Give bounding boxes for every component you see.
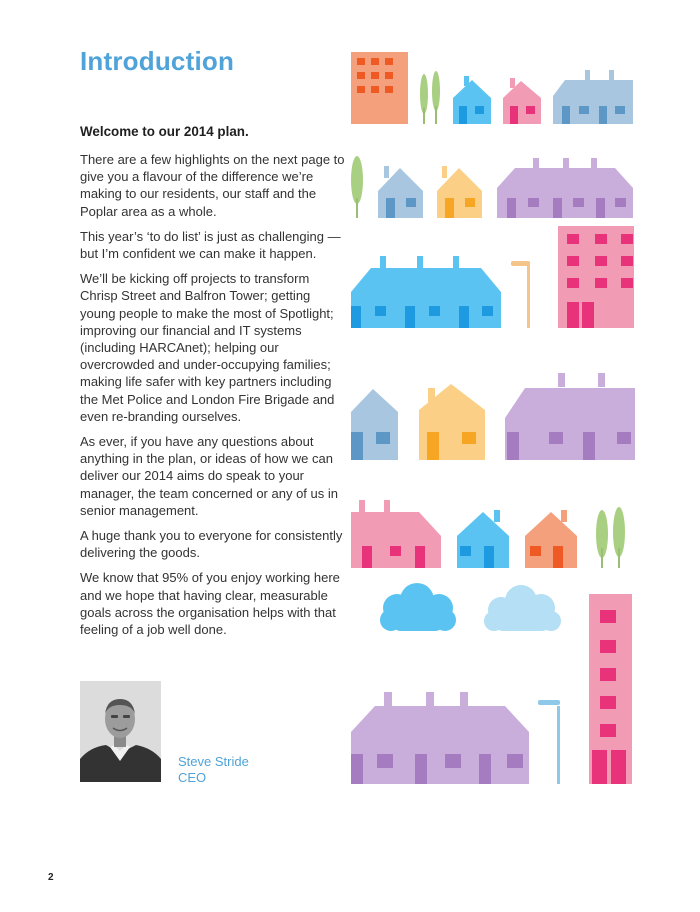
paragraph-goals: We know that 95% of you enjoy working here and we hope that having clear, measurable goals across the organisation helps with that feeling of a job well done. xyxy=(80,570,340,638)
yellow-cottage xyxy=(437,166,482,218)
yellow-cottage-lower xyxy=(419,384,485,460)
paragraph-thank-you: A huge thank you to everyone for consistently delivering the goods. xyxy=(80,528,343,561)
tree-pair-top xyxy=(420,71,440,124)
signature-name: Steve Stride xyxy=(178,754,249,769)
paragraph-projects: We’ll be kicking off projects to transform Chrisp Street and Balfron Tower; getting young people to make the most of Spotlight; improving our financial and IT systems (including HARCAnet); helping our overcrowded and under-occupying families; making life safer with key partners including the Met Police and London Fire Brigade and even re-branding ourselves. xyxy=(80,271,335,424)
orange-cottage xyxy=(525,510,577,568)
page-number: 2 xyxy=(48,872,54,883)
signature-block xyxy=(178,754,249,786)
town-illustration xyxy=(345,48,635,788)
paragraph-highlights: There are a few highlights on the next page to give you a flavour of the difference we’re making to our residents, our staff and the Poplar area as a whole. xyxy=(80,152,345,219)
lead-paragraph: Welcome to our 2014 plan. xyxy=(80,124,249,139)
pink-terrace xyxy=(351,500,441,568)
page-title: Introduction xyxy=(80,46,235,76)
tree-single xyxy=(351,156,363,218)
steel-cottage xyxy=(378,166,423,218)
street-lamp-blue xyxy=(538,700,560,784)
blue-terrace xyxy=(351,256,501,328)
pink-tower-block xyxy=(558,226,634,328)
blue-cottage-lower xyxy=(457,510,509,568)
steel-terrace-top xyxy=(553,70,633,124)
pink-tall-tower xyxy=(589,594,632,784)
lilac-terrace-bottom xyxy=(351,692,529,784)
tree-pair-lower xyxy=(596,507,625,568)
paragraph-questions: As ever, if you have any questions about anything in the plan, or ideas of how we can deliver our 2014 aims do speak to your manager, the team concerned or any of us in senior management. xyxy=(80,434,338,518)
street-lamp-orange xyxy=(511,261,530,328)
ceo-portrait-photo xyxy=(80,681,161,782)
lilac-terrace-middle xyxy=(497,158,633,218)
pink-cottage xyxy=(503,78,541,124)
intro-text xyxy=(80,124,345,646)
cloud-light-blue xyxy=(484,585,561,631)
signature-role: CEO xyxy=(178,770,207,785)
orange-tower-block xyxy=(351,52,408,124)
paragraph-to-do-list: This year’s ‘to do list’ is just as challenging — but I’m confident we can make it happen. xyxy=(80,228,341,262)
steel-cottage-lower xyxy=(351,389,398,460)
cloud-blue xyxy=(380,583,456,631)
lilac-terrace-lower xyxy=(505,373,635,460)
blue-cottage xyxy=(453,76,491,124)
